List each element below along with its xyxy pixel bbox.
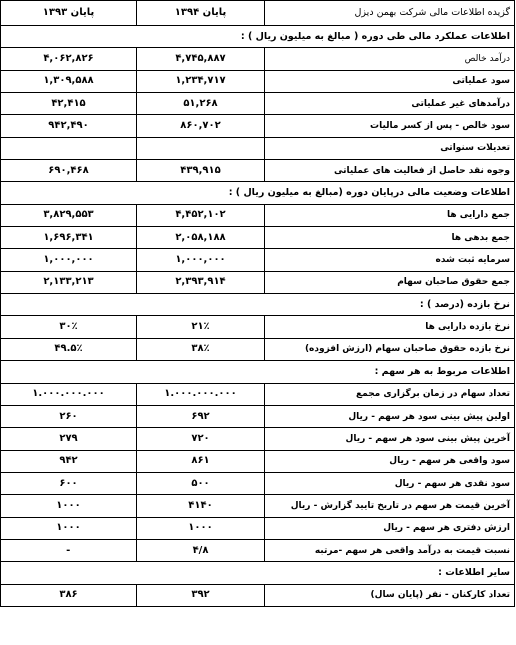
value-1393: ۱,۰۰۰,۰۰۰ [1,249,137,271]
value-1394: ۴۱۴۰ [137,495,265,517]
table-row [1,160,515,182]
row-label: ارزش دفتری هر سهم - ریال [265,517,515,539]
value-1393: ۴,۰۶۲,۸۲۶ [1,48,137,70]
table-row [1,93,515,115]
row-label: جمع حقوق صاحبان سهام [265,271,515,293]
value-1394: ۱.۰۰۰.۰۰۰.۰۰۰ [137,383,265,405]
table-title: گزیده اطلاعات مالی شرکت بهمن دیزل [265,1,515,26]
table-row [1,48,515,70]
section-heading: سایر اطلاعات : [1,562,515,584]
section-row [1,182,515,204]
value-1394: ۳۸٪ [137,338,265,360]
section-row [1,26,515,48]
value-1394: ۵۰۰ [137,472,265,494]
value-1394: ۱۰۰۰ [137,517,265,539]
value-1394: ۱,۲۳۴,۷۱۷ [137,70,265,92]
value-1393: ۶۹۰,۴۶۸ [1,160,137,182]
value-1394: ۴۳۹,۹۱۵ [137,160,265,182]
value-1393 [1,137,137,159]
column-header-year-1394: پایان ۱۳۹۴ [137,1,265,26]
value-1394: ۴/۸ [137,539,265,561]
value-1393: ۴۲,۴۱۵ [1,93,137,115]
value-1394: ۷۲۰ [137,428,265,450]
value-1394: ۳۹۲ [137,584,265,606]
value-1393: ۴۹.۵٪ [1,338,137,360]
value-1393: ۳,۸۲۹,۵۵۳ [1,204,137,226]
row-label: نرخ بازده دارایی ها [265,316,515,338]
row-label: سود عملیاتی [265,70,515,92]
table-row [1,383,515,405]
section-row [1,294,515,316]
row-label: جمع بدهی ها [265,227,515,249]
value-1393: ۲,۱۳۳,۲۱۳ [1,271,137,293]
row-label: تعداد کارکنان - نفر (پایان سال) [265,584,515,606]
table-row [1,428,515,450]
value-1393: ۳۰٪ [1,316,137,338]
table-row [1,338,515,360]
table-row [1,227,515,249]
table-row [1,137,515,159]
section-heading: اطلاعات عملکرد مالی طی دوره ( مبالغ به میلیون ریال ) : [1,26,515,48]
row-label: آخرین پیش بینی سود هر سهم - ریال [265,428,515,450]
row-label: درآمدهای غیر عملیاتی [265,93,515,115]
table-row [1,584,515,606]
row-label: سود نقدی هر سهم - ریال [265,472,515,494]
value-1393: - [1,539,137,561]
value-1394: ۴,۴۵۲,۱۰۲ [137,204,265,226]
table-row [1,271,515,293]
column-header-year-1393: پایان ۱۳۹۳ [1,1,137,26]
row-label: نسبت قیمت به درآمد واقعی هر سهم -مرتبه [265,539,515,561]
value-1393: ۱.۰۰۰.۰۰۰.۰۰۰ [1,383,137,405]
table-row [1,316,515,338]
value-1393: ۱,۶۹۶,۳۴۱ [1,227,137,249]
section-heading: نرخ بازده (درصد ) : [1,294,515,316]
row-label: سود واقعی هر سهم - ریال [265,450,515,472]
table-row [1,495,515,517]
table-row [1,204,515,226]
table-row [1,70,515,92]
value-1393: ۹۴۲ [1,450,137,472]
row-label: درآمد خالص [265,48,515,70]
value-1393: ۱,۳۰۹,۵۸۸ [1,70,137,92]
row-label: آخرین قیمت هر سهم در تاریخ تایید گزارش - ریال [265,495,515,517]
value-1394: ۱,۰۰۰,۰۰۰ [137,249,265,271]
section-row [1,562,515,584]
table-row [1,472,515,494]
value-1394: ۲۱٪ [137,316,265,338]
value-1394: ۶۹۲ [137,405,265,427]
value-1394: ۵۱,۲۶۸ [137,93,265,115]
value-1393: ۲۶۰ [1,405,137,427]
row-label: اولین پیش بینی سود هر سهم - ریال [265,405,515,427]
row-label: تعدیلات سنواتی [265,137,515,159]
table-row [1,517,515,539]
value-1393: ۶۰۰ [1,472,137,494]
table-row [1,115,515,137]
value-1394: ۲,۰۵۸,۱۸۸ [137,227,265,249]
row-label: جمع دارایی ها [265,204,515,226]
value-1394 [137,137,265,159]
value-1393: ۱۰۰۰ [1,495,137,517]
row-label: نرخ بازده حقوق صاحبان سهام (ارزش افزوده) [265,338,515,360]
value-1394: ۲,۳۹۳,۹۱۴ [137,271,265,293]
header-row [1,1,515,26]
row-label: سرمایه ثبت شده [265,249,515,271]
value-1393: ۱۰۰۰ [1,517,137,539]
row-label: تعداد سهام در زمان برگزاری مجمع [265,383,515,405]
row-label: وجوه نقد حاصل از فعالیت های عملیاتی [265,160,515,182]
value-1393: ۳۸۶ [1,584,137,606]
value-1394: ۸۶۰,۷۰۲ [137,115,265,137]
section-heading: اطلاعات مربوط به هر سهم : [1,361,515,383]
section-heading: اطلاعات وضعیت مالی درپایان دوره (مبالغ به میلیون ریال ) : [1,182,515,204]
value-1394: ۴,۷۴۵,۸۸۷ [137,48,265,70]
value-1393: ۲۷۹ [1,428,137,450]
value-1394: ۸۶۱ [137,450,265,472]
value-1393: ۹۴۲,۴۹۰ [1,115,137,137]
table-row [1,539,515,561]
row-label: سود خالص - پس از کسر مالیات [265,115,515,137]
section-row [1,361,515,383]
table-row [1,405,515,427]
table-row [1,249,515,271]
table-row [1,450,515,472]
